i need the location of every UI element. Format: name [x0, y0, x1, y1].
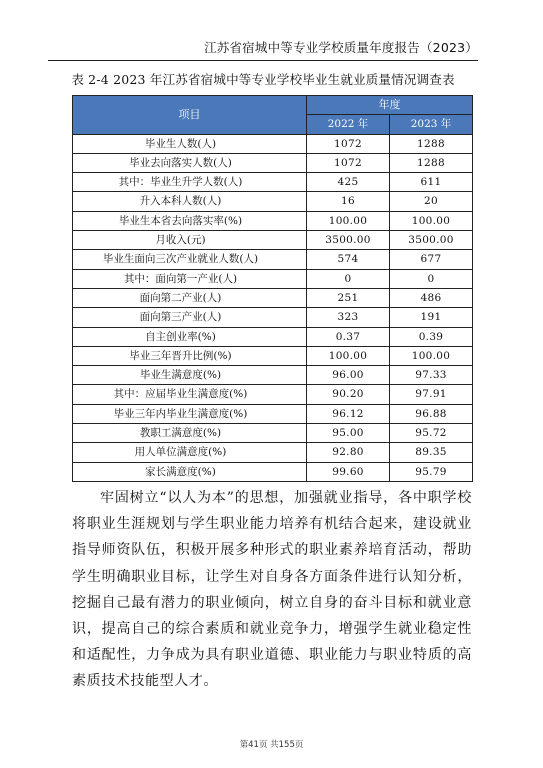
row-value-2023: 3500.00 — [390, 231, 473, 250]
row-label: 毕业生面向三次产业就业人数(人) — [73, 250, 307, 269]
page-number: 第41页 共155页 — [239, 740, 304, 750]
row-value-2022: 3500.00 — [307, 231, 390, 250]
table-row — [73, 192, 473, 211]
row-value-2023: 89.35 — [390, 443, 473, 462]
table-row — [73, 231, 473, 250]
row-value-2023: 0 — [390, 269, 473, 288]
row-label: 教职工满意度(%) — [73, 424, 307, 443]
row-label: 面向第二产业(人) — [73, 288, 307, 307]
table-row — [73, 443, 473, 462]
table-row — [73, 211, 473, 230]
table-row — [73, 134, 473, 153]
row-value-2022: 96.12 — [307, 404, 390, 423]
row-label: 毕业去向落实人数(人) — [73, 153, 307, 172]
row-label: 毕业生本省去向落实率(%) — [73, 211, 307, 230]
row-value-2023: 100.00 — [390, 346, 473, 365]
row-label: 其中：面向第一产业(人) — [73, 269, 307, 288]
row-value-2023: 97.33 — [390, 366, 473, 385]
table-row — [73, 327, 473, 346]
row-label: 面向第三产业(人) — [73, 308, 307, 327]
table-row — [73, 308, 473, 327]
row-value-2023: 191 — [390, 308, 473, 327]
row-label: 自主创业率(%) — [73, 327, 307, 346]
row-value-2022: 100.00 — [307, 211, 390, 230]
table-row — [73, 404, 473, 423]
row-value-2023: 0.39 — [390, 327, 473, 346]
page-header — [48, 38, 478, 61]
table-row — [73, 250, 473, 269]
table-row — [73, 366, 473, 385]
row-label: 家长满意度(%) — [73, 462, 307, 481]
row-value-2022: 1072 — [307, 153, 390, 172]
header-year-2022: 2022 年 — [307, 115, 390, 134]
row-value-2023: 100.00 — [390, 211, 473, 230]
row-value-2023: 96.88 — [390, 404, 473, 423]
row-value-2022: 425 — [307, 173, 390, 192]
row-value-2023: 611 — [390, 173, 473, 192]
table-row — [73, 346, 473, 365]
row-value-2022: 16 — [307, 192, 390, 211]
table-row — [73, 173, 473, 192]
row-label: 其中：毕业生升学人数(人) — [73, 173, 307, 192]
row-value-2022: 251 — [307, 288, 390, 307]
row-label: 毕业生满意度(%) — [73, 366, 307, 385]
header-year: 年度 — [307, 96, 473, 115]
row-value-2023: 1288 — [390, 153, 473, 172]
row-value-2022: 100.00 — [307, 346, 390, 365]
row-label: 毕业三年晋升比例(%) — [73, 346, 307, 365]
row-value-2023: 95.79 — [390, 462, 473, 481]
row-value-2023: 20 — [390, 192, 473, 211]
table-row — [73, 462, 473, 481]
row-value-2023: 97.91 — [390, 385, 473, 404]
row-value-2022: 99.60 — [307, 462, 390, 481]
table-caption: 表 2-4 2023 年江苏省宿城中等专业学校毕业生就业质量情况调查表 — [71, 72, 455, 87]
row-value-2022: 0 — [307, 269, 390, 288]
row-value-2022: 323 — [307, 308, 390, 327]
row-label: 毕业三年内毕业生满意度(%) — [73, 404, 307, 423]
row-value-2023: 486 — [390, 288, 473, 307]
row-value-2022: 574 — [307, 250, 390, 269]
table-row — [73, 288, 473, 307]
row-value-2022: 90.20 — [307, 385, 390, 404]
row-value-2023: 95.72 — [390, 424, 473, 443]
header-item: 项目 — [73, 96, 307, 135]
row-value-2022: 95.00 — [307, 424, 390, 443]
row-label: 其中：应届毕业生满意度(%) — [73, 385, 307, 404]
row-value-2022: 1072 — [307, 134, 390, 153]
row-label: 升入本科人数(人) — [73, 192, 307, 211]
employment-survey-table — [72, 95, 473, 482]
table-row — [73, 424, 473, 443]
header-title: 江苏省宿城中等专业学校质量年度报告（2023） — [204, 40, 478, 55]
row-value-2022: 0.37 — [307, 327, 390, 346]
row-value-2022: 92.80 — [307, 443, 390, 462]
table-row — [73, 269, 473, 288]
table-row — [73, 153, 473, 172]
row-label: 月收入(元) — [73, 231, 307, 250]
row-value-2022: 96.00 — [307, 366, 390, 385]
row-label: 用人单位满意度(%) — [73, 443, 307, 462]
table-row — [73, 385, 473, 404]
header-year-2023: 2023 年 — [390, 115, 473, 134]
table-body — [73, 134, 473, 481]
row-label: 毕业生人数(人) — [73, 134, 307, 153]
row-value-2023: 1288 — [390, 134, 473, 153]
table-header-row — [73, 96, 473, 115]
row-value-2023: 677 — [390, 250, 473, 269]
body-paragraph: 牢固树立“以人为本”的思想，加强就业指导，各中职学校将职业生涯规划与学生职业能力培养有机结合起来，建设就业指导师资队伍，积极开展多种形式的职业素养培育活动，帮助学生明确职业目标，让学生对自身各方面条件进行认知分析，挖掘自己最有潜力的职业倾向，树立自身的奋斗目标和就业意识，提高自己的综合素质和就业竞争力，增强学生就业稳定性和适配性，力争成为具有职业道德、职业能力与职业特质的高素质技术技能型人才。 — [72, 490, 472, 690]
